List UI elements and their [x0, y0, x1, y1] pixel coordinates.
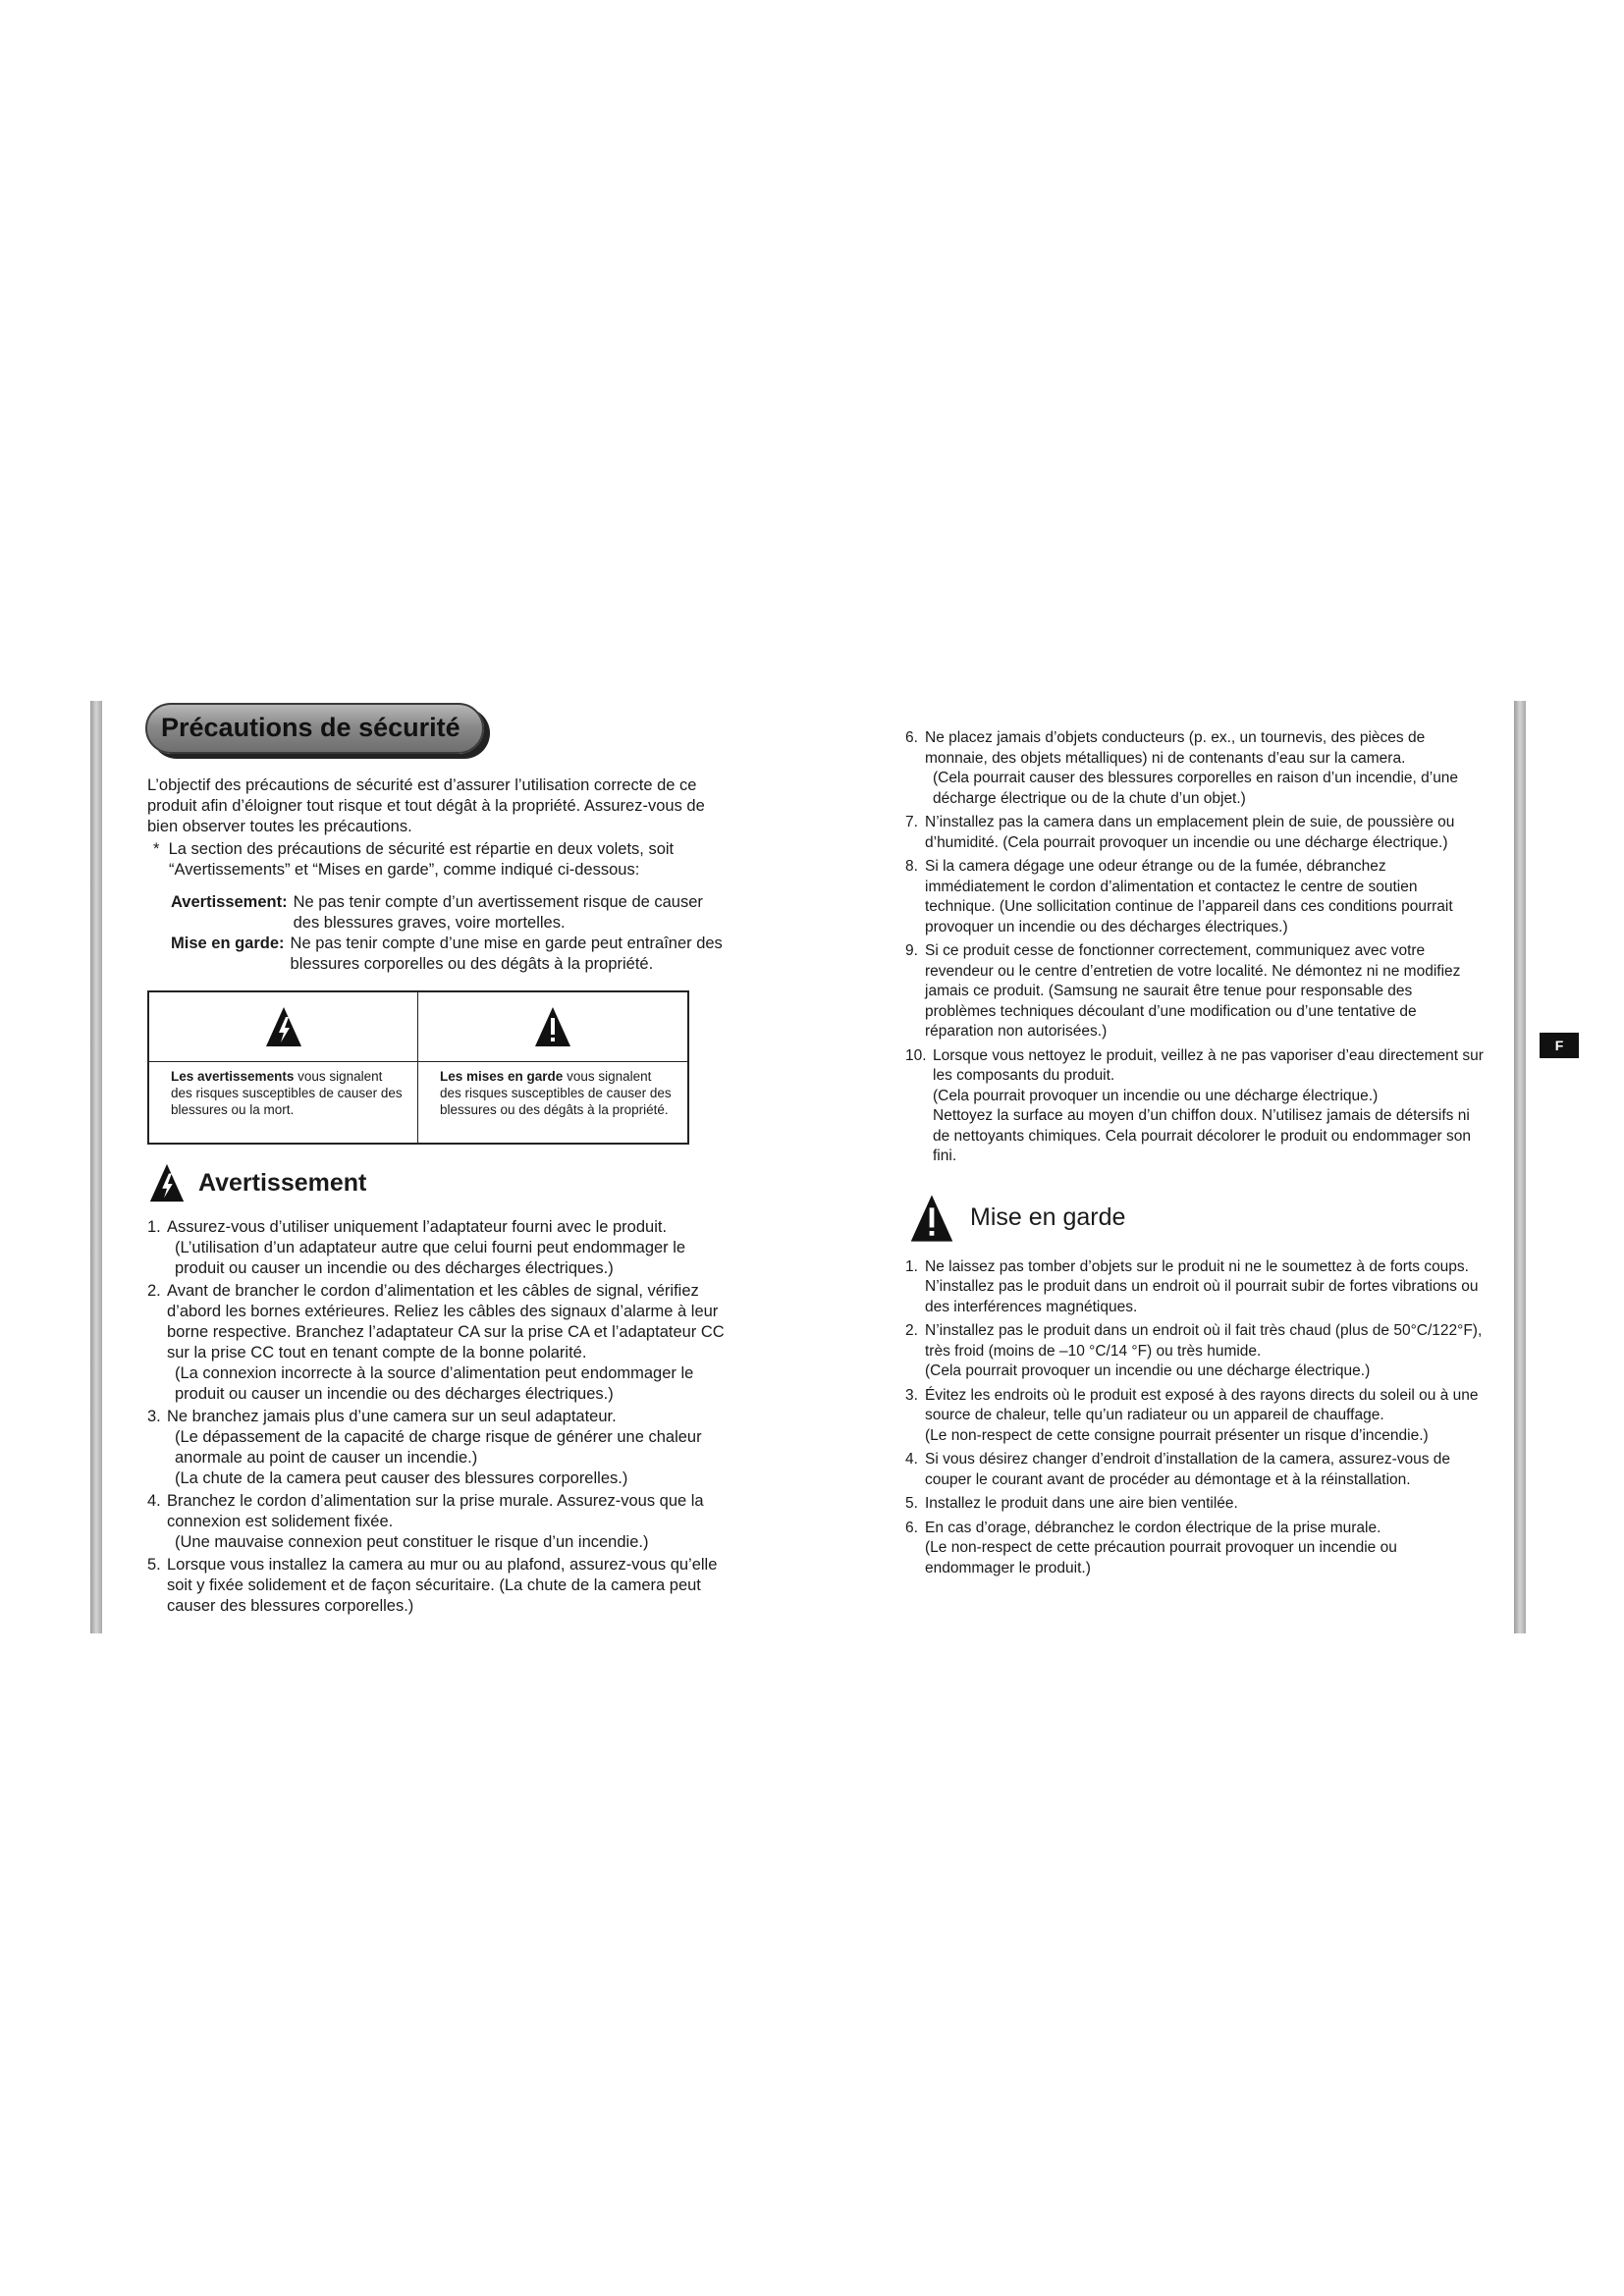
list-item: 3. Évitez les endroits où le produit est exposé à des rayons directs du soleil ou à une source de chaleur, telle qu’un radiateur ou un appareil de chauffage. (Le non-respect de cette consigne pourrait présenter un risque d’incendie.)	[905, 1386, 1479, 1444]
list-item: 4. Si vous désirez changer d’endroit d’installation de la camera, assurez-vous de couper le courant avant de procéder au démontage et à la réinstallation.	[905, 1451, 1451, 1488]
intro-paragraph: L’objectif des précautions de sécurité est d’assurer l’utilisation correcte de ce produit afin d’éloigner tout risque et tout dégât à la propriété. Assurez-vous de bien observer toutes les précautions.	[147, 776, 705, 835]
lightning-warning-icon	[264, 1005, 303, 1048]
note-paragraph	[147, 839, 727, 881]
caution-heading: Mise en garde	[970, 1203, 1126, 1231]
exclamation-caution-icon	[533, 1005, 572, 1048]
definition-mise-en-garde	[171, 934, 727, 975]
page-title: Précautions de sécurité	[145, 703, 484, 754]
page-edge-right	[1514, 701, 1526, 1633]
page-edge-left	[90, 701, 102, 1633]
warning-section-title	[147, 1162, 727, 1203]
list-item: 9. Si ce produit cesse de fonctionner correctement, communiquez avec votre revendeur ou le centre d’entretien de votre localité. Ne démontez ni ne modifiez jamais ce produit. (Samsung ne saurait être tenue pour responsable des problèmes techniques découlant d’une modification ou d’une tentative de réparation non autorisées.)	[905, 942, 1461, 1040]
list-item: 10. Lorsque vous nettoyez le produit, veillez à ne pas vaporiser d’eau directement sur les composants du produit. (Cela pourrait provoquer un incendie ou une décharge électrique.) Nettoyez la surface au moyen d’un chiffon doux. N’utilisez jamais de détersifs ni de nettoyants chimiques. Cela pourrait décolorer le produit ou endommager son fini.	[905, 1046, 1484, 1164]
list-item: 3. Ne branchez jamais plus d’une camera sur un seul adaptateur. (Le dépassement de la capacité de charge risque de générer une chaleur anormale au point de causer un incendie.) (La chute de la camera peut causer des blessures corporelles.)	[147, 1408, 702, 1487]
list-item: 4. Branchez le cordon d’alimentation sur la prise murale. Assurez-vous que la connexion est solidement fixée. (Une mauvaise connexion peut constituer le risque d’un incendie.)	[147, 1492, 704, 1551]
caution-list	[905, 1257, 1485, 1579]
list-item: 6. En cas d’orage, débranchez le cordon électrique de la prise murale. (Le non-respect de cette précaution pourrait provoquer un incendie ou endommager le produit.)	[905, 1519, 1397, 1576]
list-item: 6. Ne placez jamais d’objets conducteurs (p. ex., un tournevis, des pièces de monnaie, des objets métalliques) ni de contenants d’eau sur la camera. (Cela pourrait causer des blessures corporelles en raison d’un incendie, d’une décharge électrique ou de la chute d’un objet.)	[905, 729, 1459, 807]
caution-section-title	[905, 1193, 1485, 1244]
definition-desc: Ne pas tenir compte d’une mise en garde peut entraîner des blessures corporelles ou des dégâts à la propriété.	[290, 934, 723, 973]
definition-term: Mise en garde:	[171, 934, 285, 952]
list-item: 1. Ne laissez pas tomber d’objets sur le produit ni ne le soumettez à de forts coups. N’installez pas le produit dans un endroit où il pourrait subir de fortes vibrations ou des interférences magnétiques.	[905, 1257, 1479, 1315]
table-text-caution: Les mises en garde vous signalent des risques susceptibles de causer des blessures ou des dégâts à la propriété.	[440, 1069, 672, 1117]
warning-list-continued	[905, 728, 1485, 1167]
list-item: 5. Installez le produit dans une aire bien ventilée.	[905, 1495, 1238, 1512]
right-page	[905, 728, 1485, 1582]
table-cell-warning	[149, 992, 418, 1143]
note-marker: *	[153, 840, 160, 858]
definition-list	[147, 892, 727, 975]
definition-avertissement	[171, 892, 727, 934]
table-cell-caution	[418, 992, 687, 1143]
list-item: 8. Si la camera dégage une odeur étrange ou de la fumée, débranchez immédiatement le cordon d’alimentation et contactez le centre de soutien technique. (Une sollicitation continue de l’appareil dans ces conditions pourrait provoquer un incendie ou des décharges électriques.)	[905, 858, 1453, 935]
language-tab: F	[1540, 1033, 1579, 1058]
lightning-warning-icon	[147, 1162, 187, 1203]
list-item: 2. N’installez pas le produit dans un endroit où il fait très chaud (plus de 50°C/122°F), très froid (moins de –10 °C/14 °F) ou très humide. (Cela pourrait provoquer un incendie ou une décharge électrique.)	[905, 1322, 1483, 1379]
warning-list	[147, 1217, 727, 1617]
symbol-table	[147, 990, 689, 1145]
list-item: 5. Lorsque vous installez la camera au mur ou au plafond, assurez-vous qu’elle soit y fixée solidement et de façon sécuritaire. (La chute de la camera peut causer des blessures corporelles.)	[147, 1556, 718, 1615]
left-page	[147, 703, 727, 1619]
warning-heading: Avertissement	[198, 1168, 367, 1197]
definition-desc: Ne pas tenir compte d’un avertissement risque de causer des blessures graves, voire mortelles.	[293, 893, 703, 932]
definition-term: Avertissement:	[171, 893, 288, 911]
list-item: 2. Avant de brancher le cordon d’alimentation et les câbles de signal, vérifiez d’abord les bornes extérieures. Reliez les câbles des signaux d’alarme à leur borne respective. Branchez l’adaptateur CA sur la prise CA et l’adaptateur CC sur la prise CC tout en tenant compte de la bonne polarité. (La connexion incorrecte à la source d’alimentation peut endommager le produit ou causer un incendie ou des décharges électriques.)	[147, 1282, 725, 1403]
list-item: 7. N’installez pas la camera dans un emplacement plein de suie, de poussière ou d’humidité. (Cela pourrait provoquer un incendie ou une décharge électrique.)	[905, 814, 1455, 851]
exclamation-caution-icon	[905, 1193, 958, 1244]
note-text: La section des précautions de sécurité est répartie en deux volets, soit “Avertissements” et “Mises en garde”, comme indiqué ci-dessous:	[168, 840, 675, 879]
table-text-warning: Les avertissements vous signalent des risques susceptibles de causer des blessures ou la mort.	[171, 1069, 403, 1117]
list-item: 1. Assurez-vous d’utiliser uniquement l’adaptateur fourni avec le produit. (L’utilisation d’un adaptateur autre que celui fourni peut endommager le produit ou causer un incendie ou des décharges électriques.)	[147, 1218, 686, 1277]
